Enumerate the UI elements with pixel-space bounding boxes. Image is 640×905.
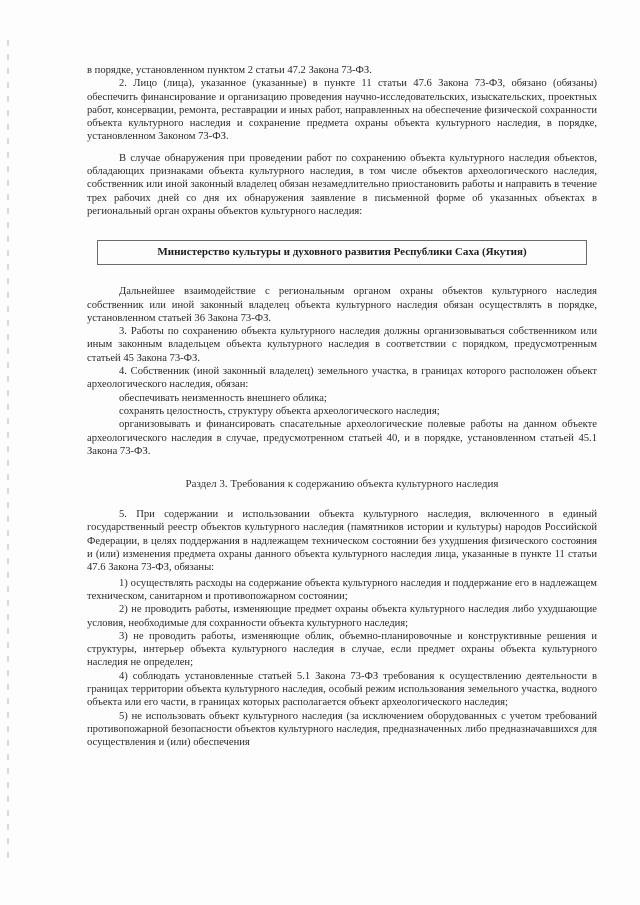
paragraph-interaction: Дальнейшее взаимодействие с региональным органом охраны объектов культурного наследия собственник или иной законный владелец объекта культурного наследия обязан осуществлять в порядке, установленном статьей 36 Закона 73-ФЗ.	[87, 286, 597, 324]
paragraph-item-4: 4. Собственник (иной законный владелец) земельного участка, в границах которого расположен объект археологического наследия, обязан:	[87, 366, 597, 391]
scan-edge-line	[7, 40, 9, 860]
list-item-appearance: обеспечивать неизменность внешнего облика;	[119, 392, 327, 404]
list-item-integrity: сохранять целостность, структуру объекта археологического наследия;	[119, 405, 440, 417]
paragraph-continuation: в порядке, установленном пунктом 2 статьи 47.2 Закона 73-ФЗ.	[87, 65, 372, 76]
document-body	[87, 64, 597, 749]
subitem-2: 2) не проводить работы, изменяющие предмет охраны объекта культурного наследия либо ухудшающие условия, необходимые для сохранности объекта культурного наследия;	[87, 604, 597, 629]
list-item-rescue-works: организовывать и финансировать спасательные археологические полевые работы на данном объекте археологического наследия в случае, предусмотренном статьей 40, и в порядке, установленном статьей 45.1 Закона 73-ФЗ.	[87, 419, 597, 457]
subitem-3: 3) не проводить работы, изменяющие облик, объемно-планировочные и конструктивные решения и структуры, интерьер объекта культурного наследия в случае, если предмет охраны объекта культурного наследия не определен;	[87, 630, 597, 669]
section-title: Раздел 3. Требования к содержанию объекта культурного наследия	[185, 478, 499, 491]
authority-box: Министерство культуры и духовного развития Республики Саха (Якутия)	[97, 240, 587, 265]
subitem-4: 4) соблюдать установленные статьей 5.1 Закона 73-ФЗ требования к осуществлению деятельности в границах территории объекта культурного наследия, особый режим использования земельного участка, водного объекта или его части, в границах которых располагается объект археологического наследия;	[87, 670, 597, 709]
subitem-1: 1) осуществлять расходы на содержание объекта культурного наследия и поддержание его в надлежащем техническом, санитарном и противопожарном состоянии;	[87, 577, 597, 602]
paragraph-item-5: 5. При содержании и использовании объекта культурного наследия, включенного в единый государственный реестр объектов культурного наследия (памятников истории и культуры) народов Российской Федерации, в целях поддержания в надлежащем техническом состоянии без ухудшения физического состояния и (или) изменения предмета охраны данного объекта культурного наследия лица, указанные в пункте 11 статьи 47.6 Закона 73-ФЗ, обязаны:	[87, 509, 597, 574]
subitem-5: 5) не использовать объект культурного наследия (за исключением оборудованных с учетом требований противопожарной безопасности объектов культурного наследия, предназначенных либо предназначавшихся для осуществления и (или) обеспечения	[87, 710, 597, 749]
paragraph-item-3: 3. Работы по сохранению объекта культурного наследия должны организовываться собственником или иным законным владельцем объекта культурного наследия в соответствии с порядком, предусмотренным статьей 45 Закона 73-ФЗ.	[87, 326, 597, 364]
paragraph-item-2: 2. Лицо (лица), указанное (указанные) в пункте 11 статьи 47.6 Закона 73-ФЗ, обязано (обязаны) обеспечить финансирование и организацию проведения научно-исследовательских, изыскательских, проектных работ, консервации, ремонта, реставрации и иных работ, направленных на обеспечение физической сохранности объекта культурного наследия и сохранение предмета охраны объекта культурного наследия, в порядке, установленном Законом 73-ФЗ.	[87, 78, 597, 143]
paragraph-discovery: В случае обнаружения при проведении работ по сохранению объекта культурного наследия объектов, обладающих признаками объекта культурного наследия, в том числе объектов археологического наследия, собственник или иной законный владелец обязан незамедлительно приостановить работы и направить в течение трех рабочих дней со дня их обнаружения заявление в письменной форме об указанных объектах в региональный орган охраны объектов культурного наследия:	[87, 152, 597, 217]
